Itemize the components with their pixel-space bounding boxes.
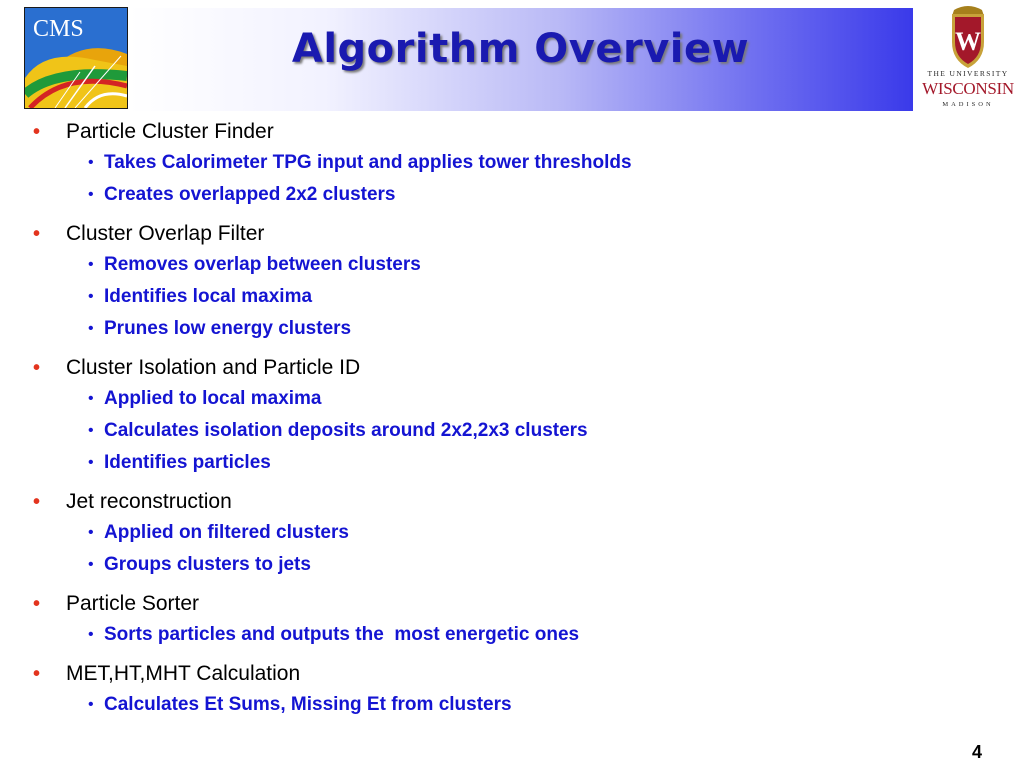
wisconsin-crest-icon (914, 2, 1022, 70)
sub-item-text: Identifies particles (104, 452, 271, 473)
sub-list (66, 517, 1024, 581)
sub-bullet-icon: • (88, 288, 94, 305)
sub-bullet-icon: • (88, 696, 94, 713)
sub-list (66, 249, 1024, 345)
sub-item-text: Calculates isolation deposits around 2x2,2x3 clusters (104, 420, 588, 441)
sub-item (66, 517, 1024, 549)
section-heading: MET,HT,MHT Calculation (66, 662, 301, 685)
sub-item-text: Prunes low energy clusters (104, 318, 352, 339)
section-jet-reconstruction (0, 487, 1024, 581)
crest-letter: W (955, 27, 981, 56)
sub-item-text: Calculates Et Sums, Missing Et from clusters (104, 694, 512, 715)
sub-item (66, 179, 1024, 211)
sub-bullet-icon: • (88, 626, 94, 643)
sub-item (66, 619, 1024, 651)
logo-line-university: THE UNIVERSITY (927, 69, 1009, 78)
sub-item-text: Takes Calorimeter TPG input and applies tower thresholds (104, 152, 632, 173)
bullet-icon: • (33, 491, 41, 513)
sub-item (66, 383, 1024, 415)
slide-title: Algorithm Overview (291, 26, 750, 72)
section-heading: Particle Sorter (66, 592, 200, 615)
sub-list (66, 383, 1024, 479)
sub-item-text: Groups clusters to jets (104, 554, 311, 575)
sub-bullet-icon: • (88, 422, 94, 439)
page-number: 4 (972, 742, 983, 762)
sub-item (66, 249, 1024, 281)
sub-item-text: Identifies local maxima (104, 286, 313, 307)
bullet-icon: • (33, 663, 41, 685)
sub-item-text: Creates overlapped 2x2 clusters (104, 184, 396, 205)
sub-bullet-icon: • (88, 390, 94, 407)
sub-item-text: Applied on filtered clusters (104, 522, 349, 543)
bullet-icon: • (33, 121, 41, 143)
sub-item-text: Removes overlap between clusters (104, 254, 421, 275)
section-heading: Particle Cluster Finder (66, 120, 274, 143)
sub-item (66, 415, 1024, 447)
sub-item (66, 447, 1024, 479)
bullet-icon: • (33, 357, 41, 379)
sub-list (66, 619, 1024, 651)
sub-list (66, 147, 1024, 211)
sub-item-text: Sorts particles and outputs the most energetic ones (104, 624, 580, 645)
bullet-icon: • (33, 223, 41, 245)
sub-list (66, 689, 1024, 721)
university-of-wisconsin-logo (914, 2, 1022, 114)
section-heading: Cluster Isolation and Particle ID (66, 356, 361, 379)
section-particle-sorter (0, 589, 1024, 651)
sub-item-text: Applied to local maxima (104, 388, 322, 409)
cms-logo-icon (25, 8, 127, 108)
section-heading: Jet reconstruction (66, 490, 232, 513)
logo-line-wisconsin: WISCONSIN (922, 79, 1014, 98)
sub-item (66, 689, 1024, 721)
bullet-icon: • (33, 593, 41, 615)
sub-bullet-icon: • (88, 320, 94, 337)
sub-bullet-icon: • (88, 256, 94, 273)
sub-bullet-icon: • (88, 556, 94, 573)
sub-item (66, 147, 1024, 179)
bullet-list (0, 117, 1024, 721)
section-met-ht-mht (0, 659, 1024, 721)
sub-item (66, 313, 1024, 345)
sub-bullet-icon: • (88, 524, 94, 541)
section-cluster-isolation (0, 353, 1024, 479)
cms-logo (24, 7, 128, 109)
section-heading: Cluster Overlap Filter (66, 222, 265, 245)
sub-bullet-icon: • (88, 154, 94, 171)
logo-line-madison: MADISON (942, 101, 994, 108)
section-particle-cluster-finder (0, 117, 1024, 211)
cms-logo-text: CMS (33, 16, 84, 42)
section-cluster-overlap-filter (0, 219, 1024, 345)
sub-item (66, 549, 1024, 581)
sub-item (66, 281, 1024, 313)
sub-bullet-icon: • (88, 186, 94, 203)
sub-bullet-icon: • (88, 454, 94, 471)
